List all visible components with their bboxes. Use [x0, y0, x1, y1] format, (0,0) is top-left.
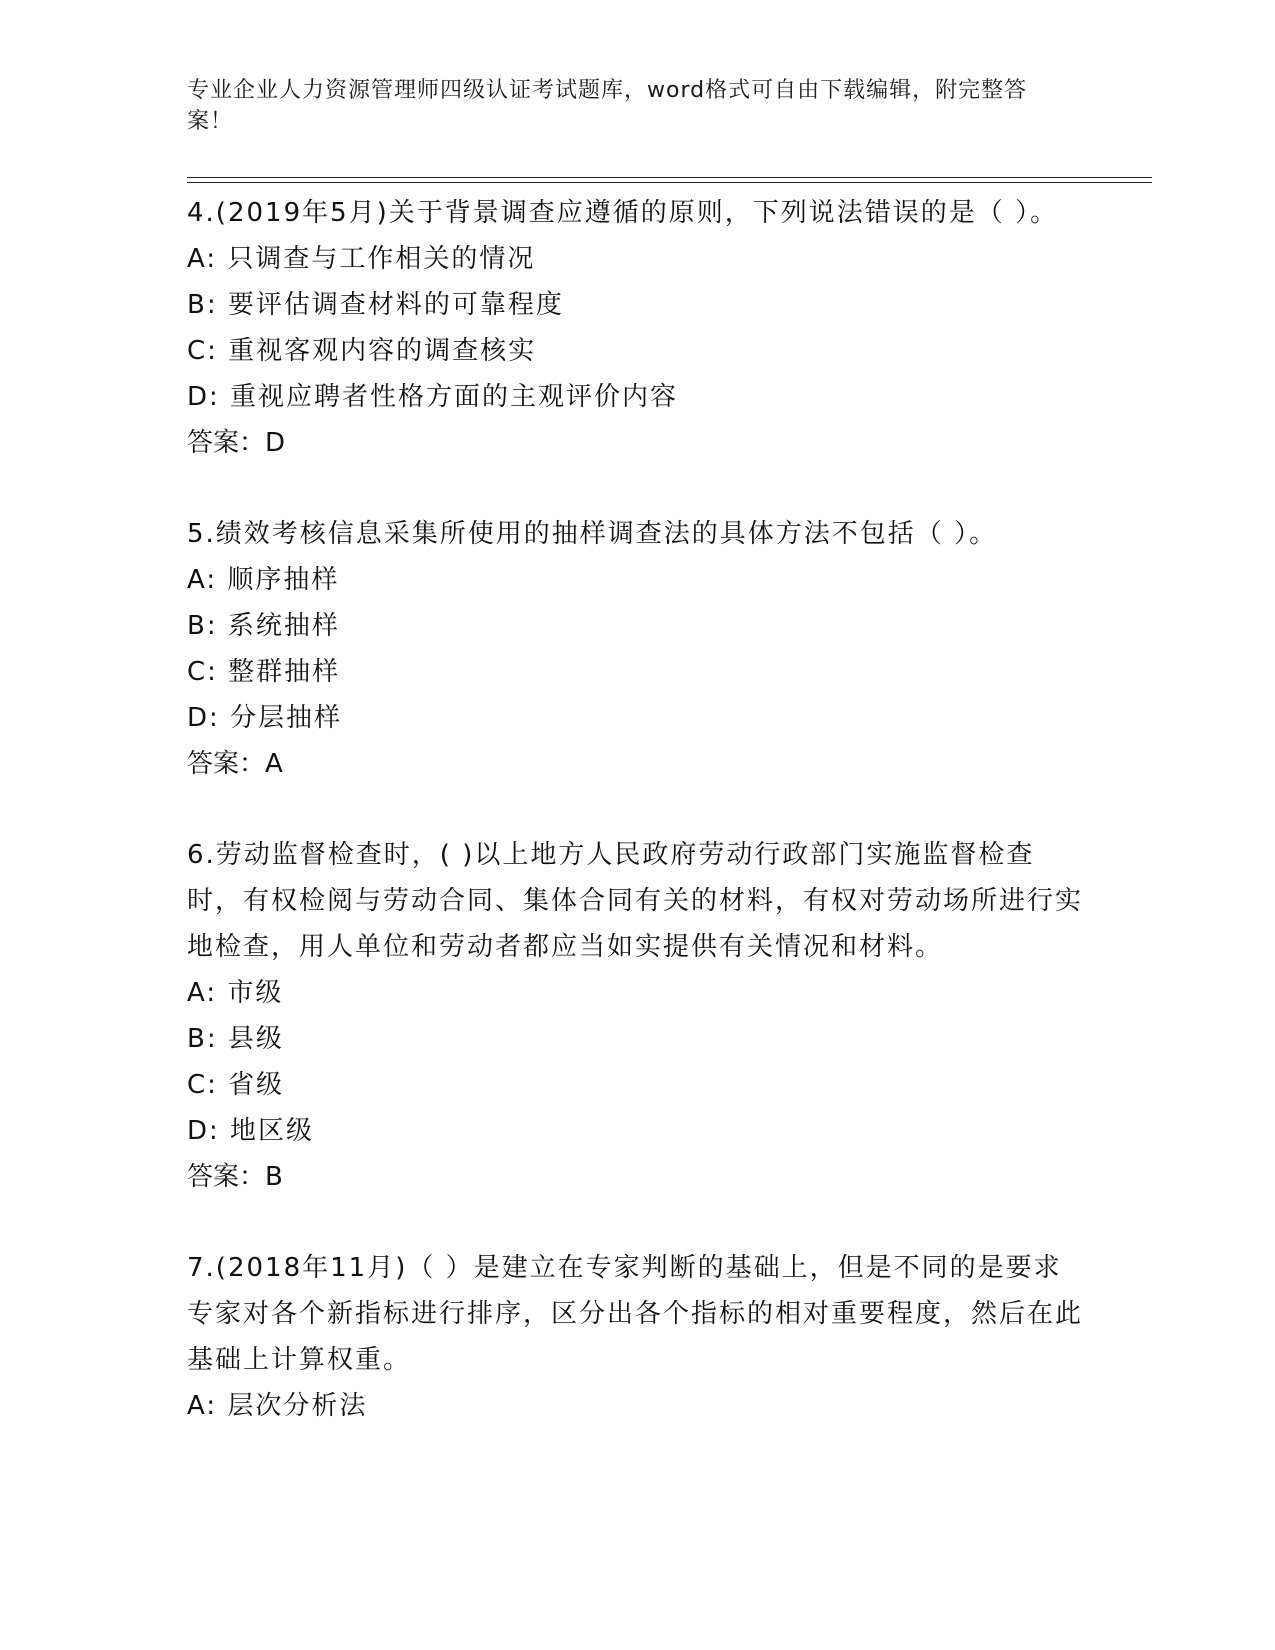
question-6 [187, 832, 1087, 1200]
option-a: A: 只调查与工作相关的情况 [187, 244, 536, 274]
option-d: D: 地区级 [187, 1116, 315, 1146]
answer-line: 答案：A [187, 749, 283, 779]
option-b: B: 系统抽样 [187, 611, 340, 641]
spacer [187, 1200, 1087, 1245]
answer-line: 答案：D [187, 428, 286, 458]
question-5 [187, 511, 1087, 787]
header-rule-bottom [187, 182, 1152, 183]
question-4 [187, 190, 1087, 466]
option-a: A: 市级 [187, 978, 284, 1008]
question-stem: 5.绩效考核信息采集所使用的抽样调查法的具体方法不包括（ ）。 [187, 519, 998, 549]
question-stem: 6.劳动监督检查时，( )以上地方人民政府劳动行政部门实施监督检查时，有权检阅与劳动合同、集体合同有关的材料，有权对劳动场所进行实地检查，用人单位和劳动者都应当如实提供有关情况和材料。 [187, 840, 1084, 962]
header-rule-top [187, 177, 1152, 178]
option-c: C: 整群抽样 [187, 657, 341, 687]
option-a: A: 顺序抽样 [187, 565, 340, 595]
spacer [187, 466, 1087, 511]
question-stem: 4.(2019年5月)关于背景调查应遵循的原则，下列说法错误的是（ ）。 [187, 198, 1059, 228]
option-c: C: 省级 [187, 1070, 285, 1100]
option-b: B: 县级 [187, 1024, 284, 1054]
question-list [187, 190, 1087, 1429]
option-d: D: 重视应聘者性格方面的主观评价内容 [187, 382, 679, 412]
option-c: C: 重视客观内容的调查核实 [187, 336, 537, 366]
answer-line: 答案：B [187, 1162, 283, 1192]
question-stem: 7.(2018年11月)（ ）是建立在专家判断的基础上，但是不同的是要求专家对各个新指标进行排序，区分出各个指标的相对重要程度，然后在此基础上计算权重。 [187, 1253, 1084, 1375]
option-b: B: 要评估调查材料的可靠程度 [187, 290, 564, 320]
document-header: 专业企业人力资源管理师四级认证考试题库，word格式可自由下载编辑，附完整答案！ [187, 78, 1028, 134]
spacer [187, 787, 1087, 832]
question-7 [187, 1245, 1087, 1429]
option-a: A: 层次分析法 [187, 1391, 368, 1421]
option-d: D: 分层抽样 [187, 703, 343, 733]
